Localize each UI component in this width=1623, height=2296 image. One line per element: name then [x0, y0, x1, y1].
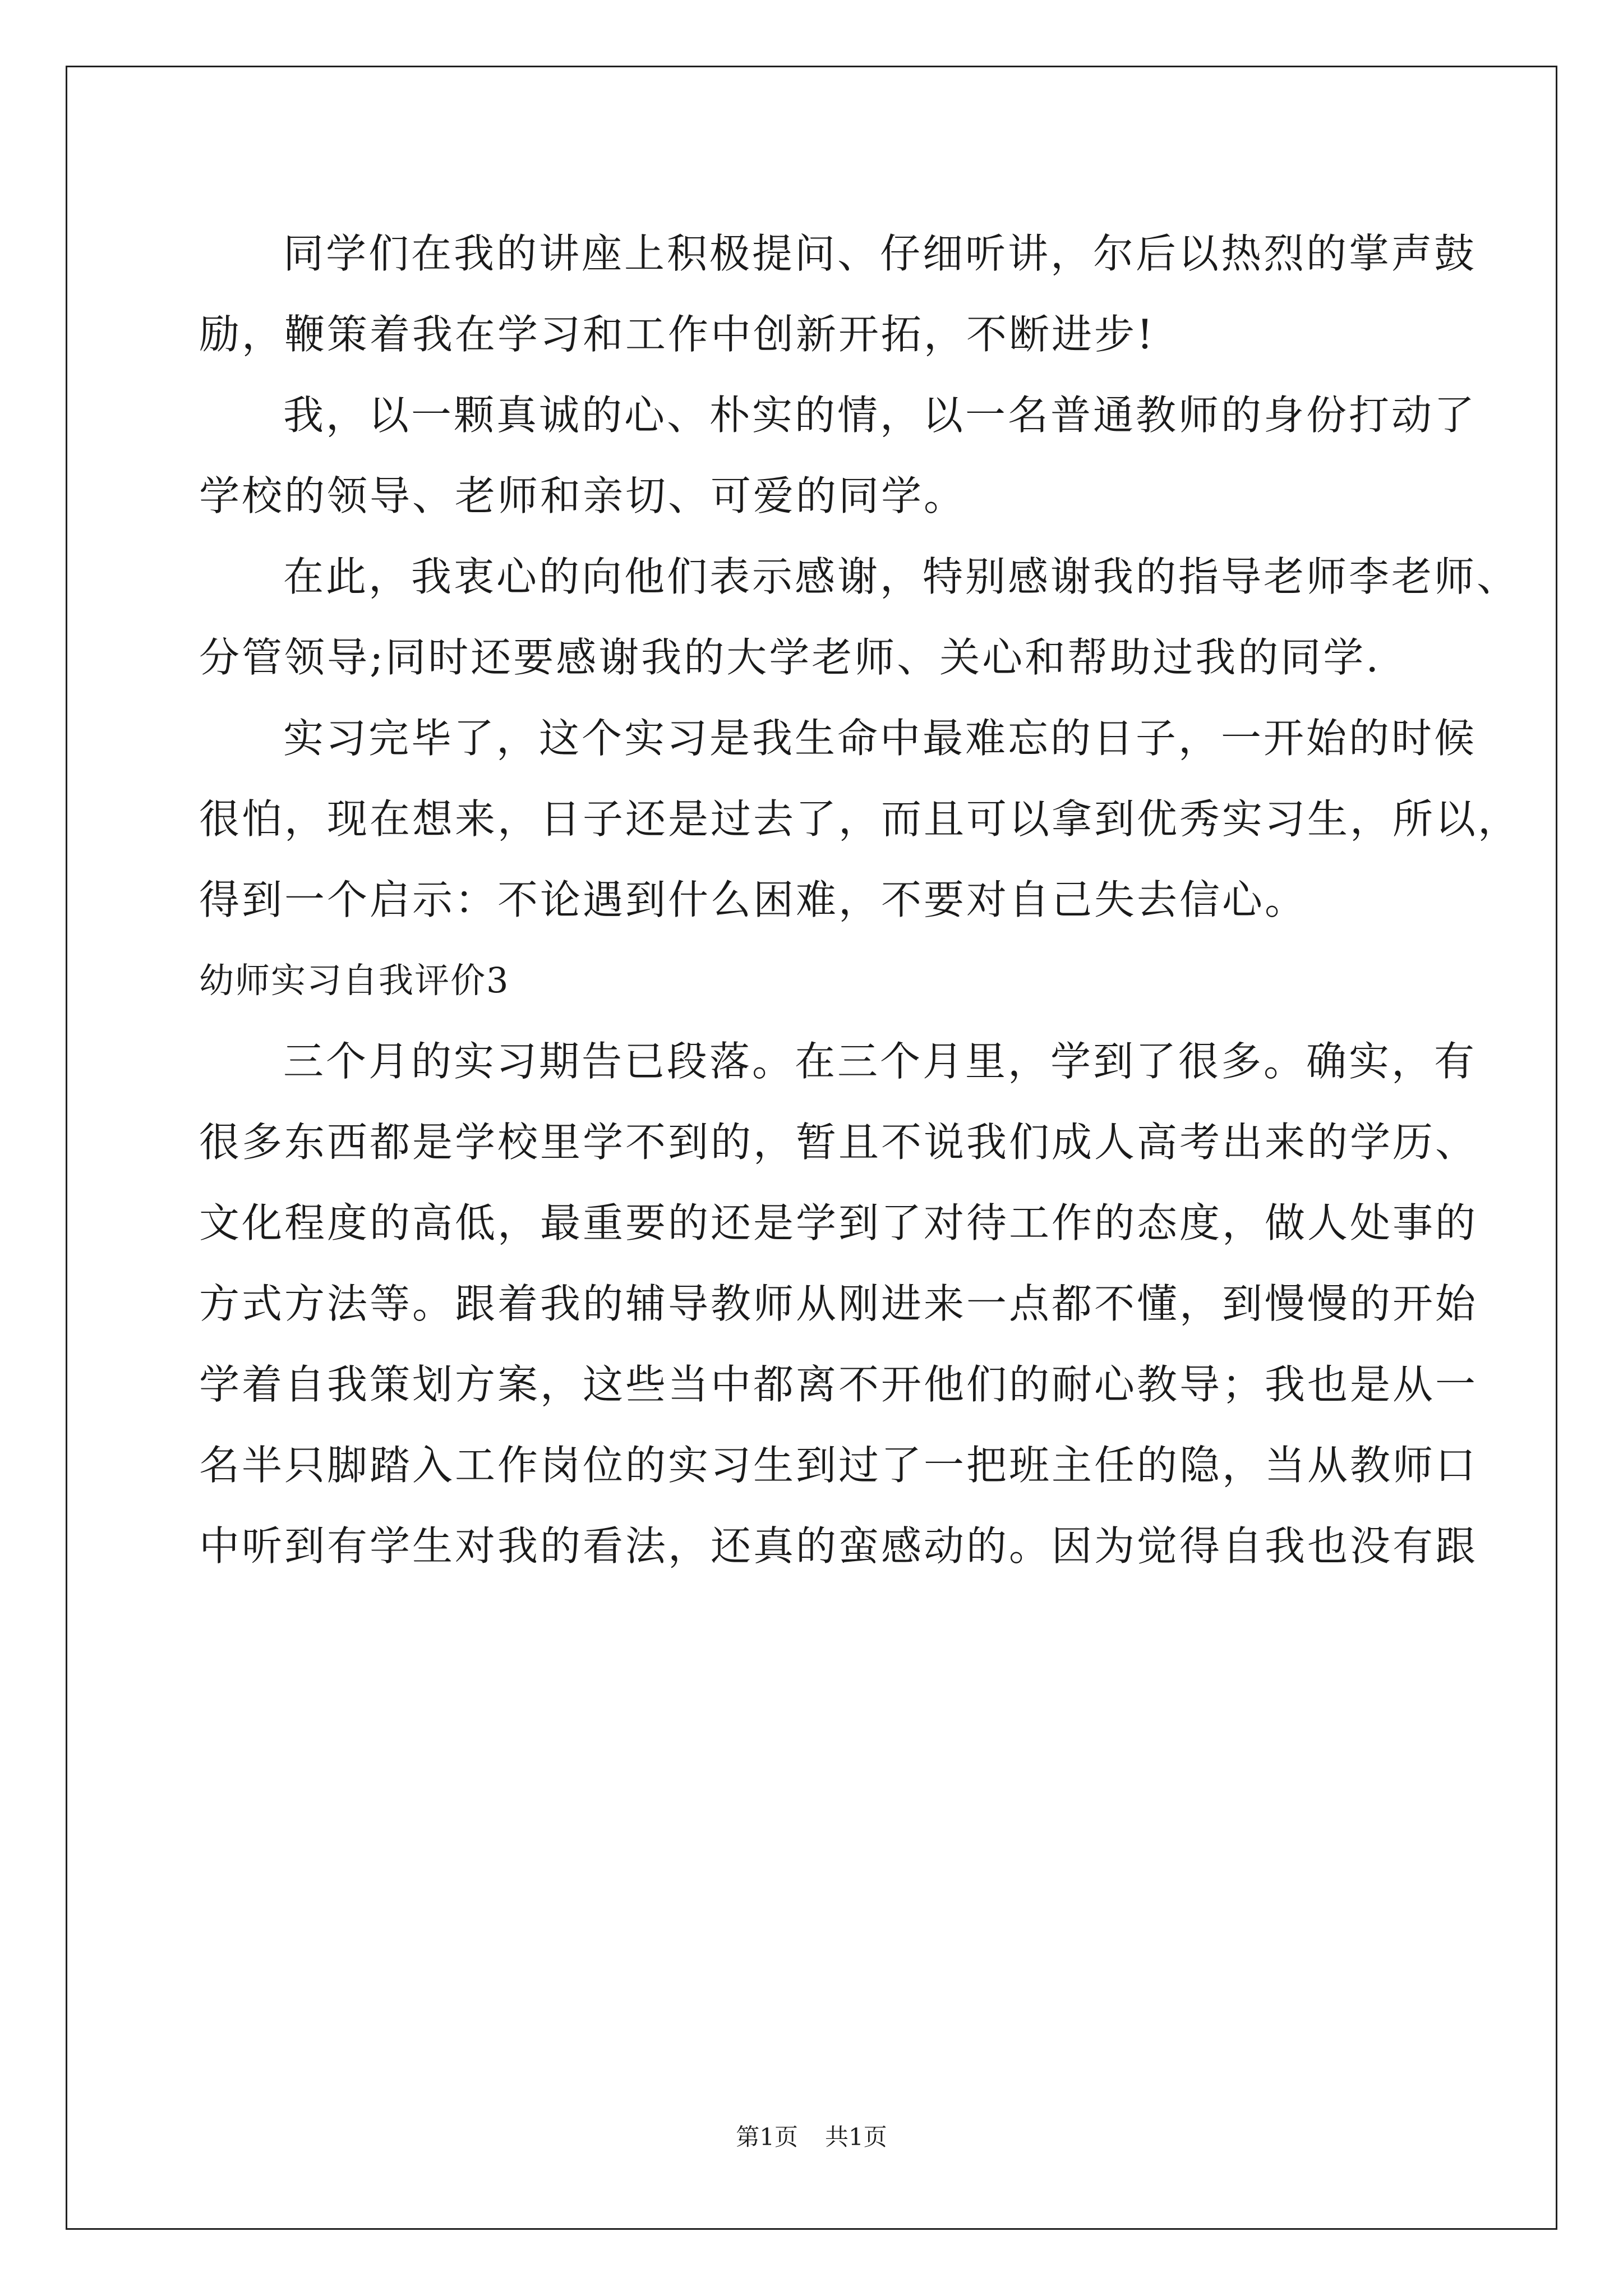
page-footer	[0, 2120, 1623, 2154]
text-line: 分管领导;同时还要感谢我的大学老师、关心和帮助过我的同学.	[199, 634, 1381, 681]
page-number: 第1页	[736, 2123, 798, 2151]
text-line: 三个月的实习期告已段落。在三个月里，学到了很多。确实，有	[283, 1038, 1477, 1085]
text-line: 同学们在我的讲座上积极提问、仔细听讲，尔后以热烈的掌声鼓	[283, 230, 1477, 277]
text-line: 很怕，现在想来，日子还是过去了，而且可以拿到优秀实习生，所以，	[199, 795, 1521, 843]
page-total: 共1页	[825, 2123, 887, 2151]
text-line: 很多东西都是学校里学不到的，暂且不说我们成人高考出来的学历、	[199, 1119, 1478, 1166]
text-line: 方式方法等。跟着我的辅导教师从刚进来一点都不懂，到慢慢的开始	[199, 1280, 1478, 1327]
section-heading: 幼师实习自我评价3	[199, 960, 510, 1001]
text-line: 励，鞭策着我在学习和工作中创新开拓，不断进步!	[199, 311, 1155, 358]
text-line: 学着自我策划方案，这些当中都离不开他们的耐心教导；我也是从一	[199, 1361, 1478, 1408]
text-line: 学校的领导、老师和亲切、可爱的同学。	[199, 472, 967, 519]
text-line: 实习完毕了，这个实习是我生命中最难忘的日子，一开始的时候	[283, 715, 1477, 762]
paragraph-1	[199, 213, 1477, 375]
text-line: 名半只脚踏入工作岗位的实习生到过了一把班主任的隐，当从教师口	[199, 1442, 1478, 1489]
paragraph-4	[199, 698, 1521, 940]
text-line: 我，以一颗真诚的心、朴实的情，以一名普通教师的身份打动了	[283, 392, 1477, 439]
text-line: 得到一个启示：不论遇到什么困难，不要对自己失去信心。	[199, 876, 1308, 923]
text-line: 在此，我衷心的向他们表示感谢，特别感谢我的指导老师李老师、	[283, 553, 1520, 600]
section-paragraph	[199, 1021, 1478, 1586]
paragraph-2	[199, 375, 1477, 536]
paragraph-3	[199, 536, 1520, 698]
text-line: 中听到有学生对我的看法，还真的蛮感动的。因为觉得自我也没有跟	[199, 1522, 1478, 1570]
text-line: 文化程度的高低，最重要的还是学到了对待工作的态度，做人处事的	[199, 1199, 1478, 1246]
document-body	[199, 213, 1521, 1586]
